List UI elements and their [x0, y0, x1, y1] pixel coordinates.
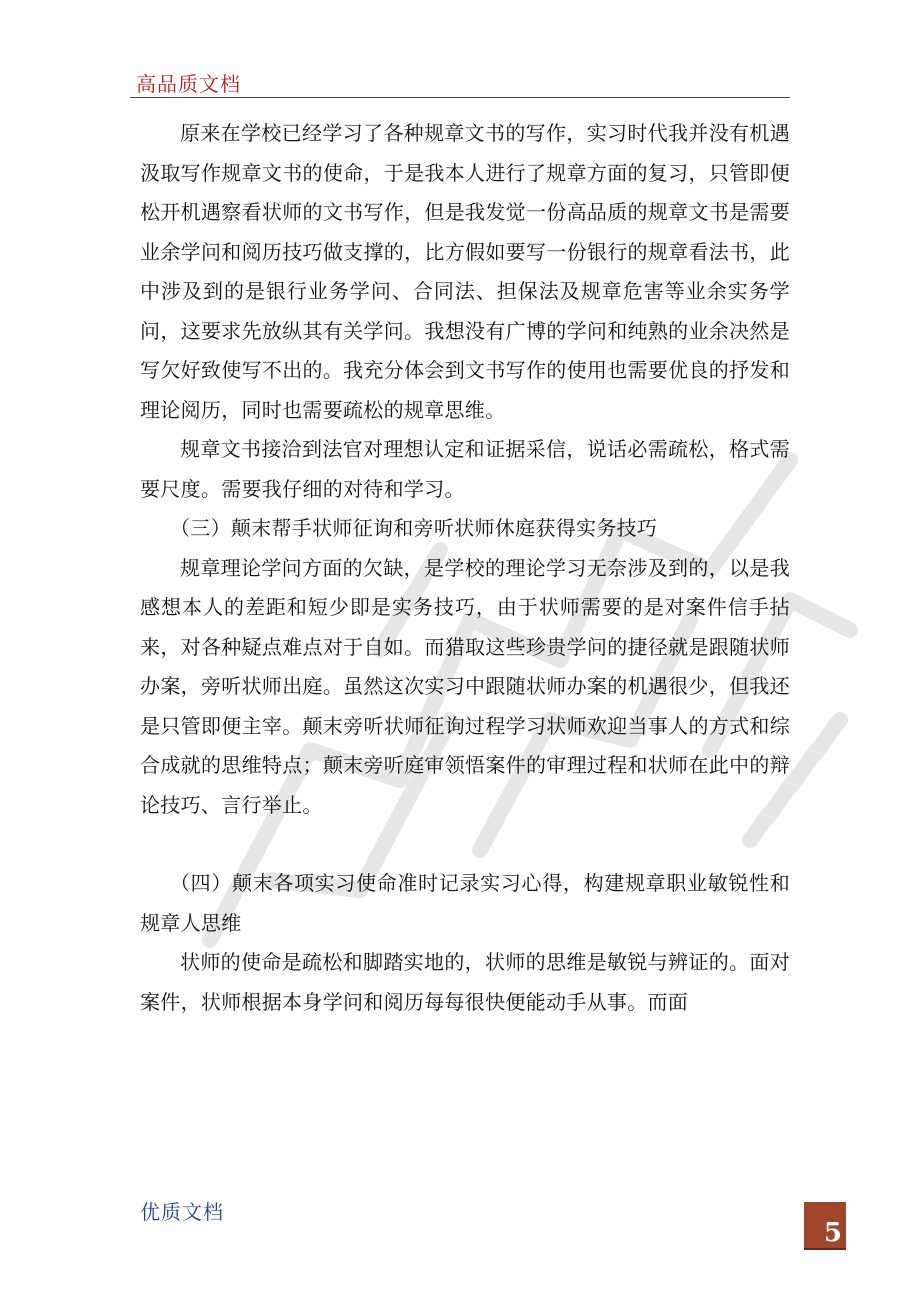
header-title: 高品质文档 [136, 72, 241, 96]
page-number-badge [804, 1202, 846, 1250]
section-heading: （四）颠末各项实习使命准时记录实习心得，构建规章职业敏锐性和规章人思维 [140, 871, 790, 935]
section-heading: （三）颠末帮手状师征询和旁听状师休庭获得实务技巧 [170, 516, 658, 540]
page-number: 5 [823, 1218, 842, 1248]
body-paragraph: 规章文书接洽到法官对理想认定和证据采信，说话必需疏松，格式需要尺度。需要我仔细的对待和学习。 [140, 437, 790, 501]
body-paragraph: 状师的使命是疏松和脚踏实地的，状师的思维是敏锐与辨证的。面对案件，状师根据本身学问和阅历每每很快便能动手从事。而面 [140, 950, 790, 1014]
header-divider [130, 97, 790, 98]
paragraph-gap [140, 825, 790, 864]
body-paragraph: 原来在学校已经学习了各种规章文书的写作，实习时代我并没有机遇汲取写作规章文书的使命，于是我本人进行了规章方面的复习，只管即便松开机遇察看状师的文书写作，但是我发觉一份高品质的规章文书是需要业余学问和阅历技巧做支撑的，比方假如要写一份银行的规章看法书，此中涉及到的是银行业务学问、合同法、担保法及规章危害等业余实务学问，这要求先放纵其有关学问。我想没有广博的学问和纯熟的业余决然是写欠好致使写不出的。我充分体会到文书写作的使用也需要优良的抒发和理论阅历，同时也需要疏松的规章思维。 [140, 121, 790, 422]
body-paragraph: 规章理论学问方面的欠缺，是学校的理论学习无奈涉及到的，以是我感想本人的差距和短少即是实务技巧，由于状师需要的是对案件信手拈来，对各种疑点难点对于自如。而猎取这些珍贵学问的捷径就是跟随状师办案，旁听状师出庭。虽然这次实习中跟随状师办案的机遇很少，但我还是只管即便主宰。颠末旁听状师征询过程学习状师欢迎当事人的方式和综合成就的思维特点；颠末旁听庭审领悟案件的审理过程和状师在此中的辩论技巧、言行举止。 [140, 555, 790, 817]
document-body [140, 114, 790, 1022]
footer-title: 优质文档 [140, 1200, 224, 1224]
